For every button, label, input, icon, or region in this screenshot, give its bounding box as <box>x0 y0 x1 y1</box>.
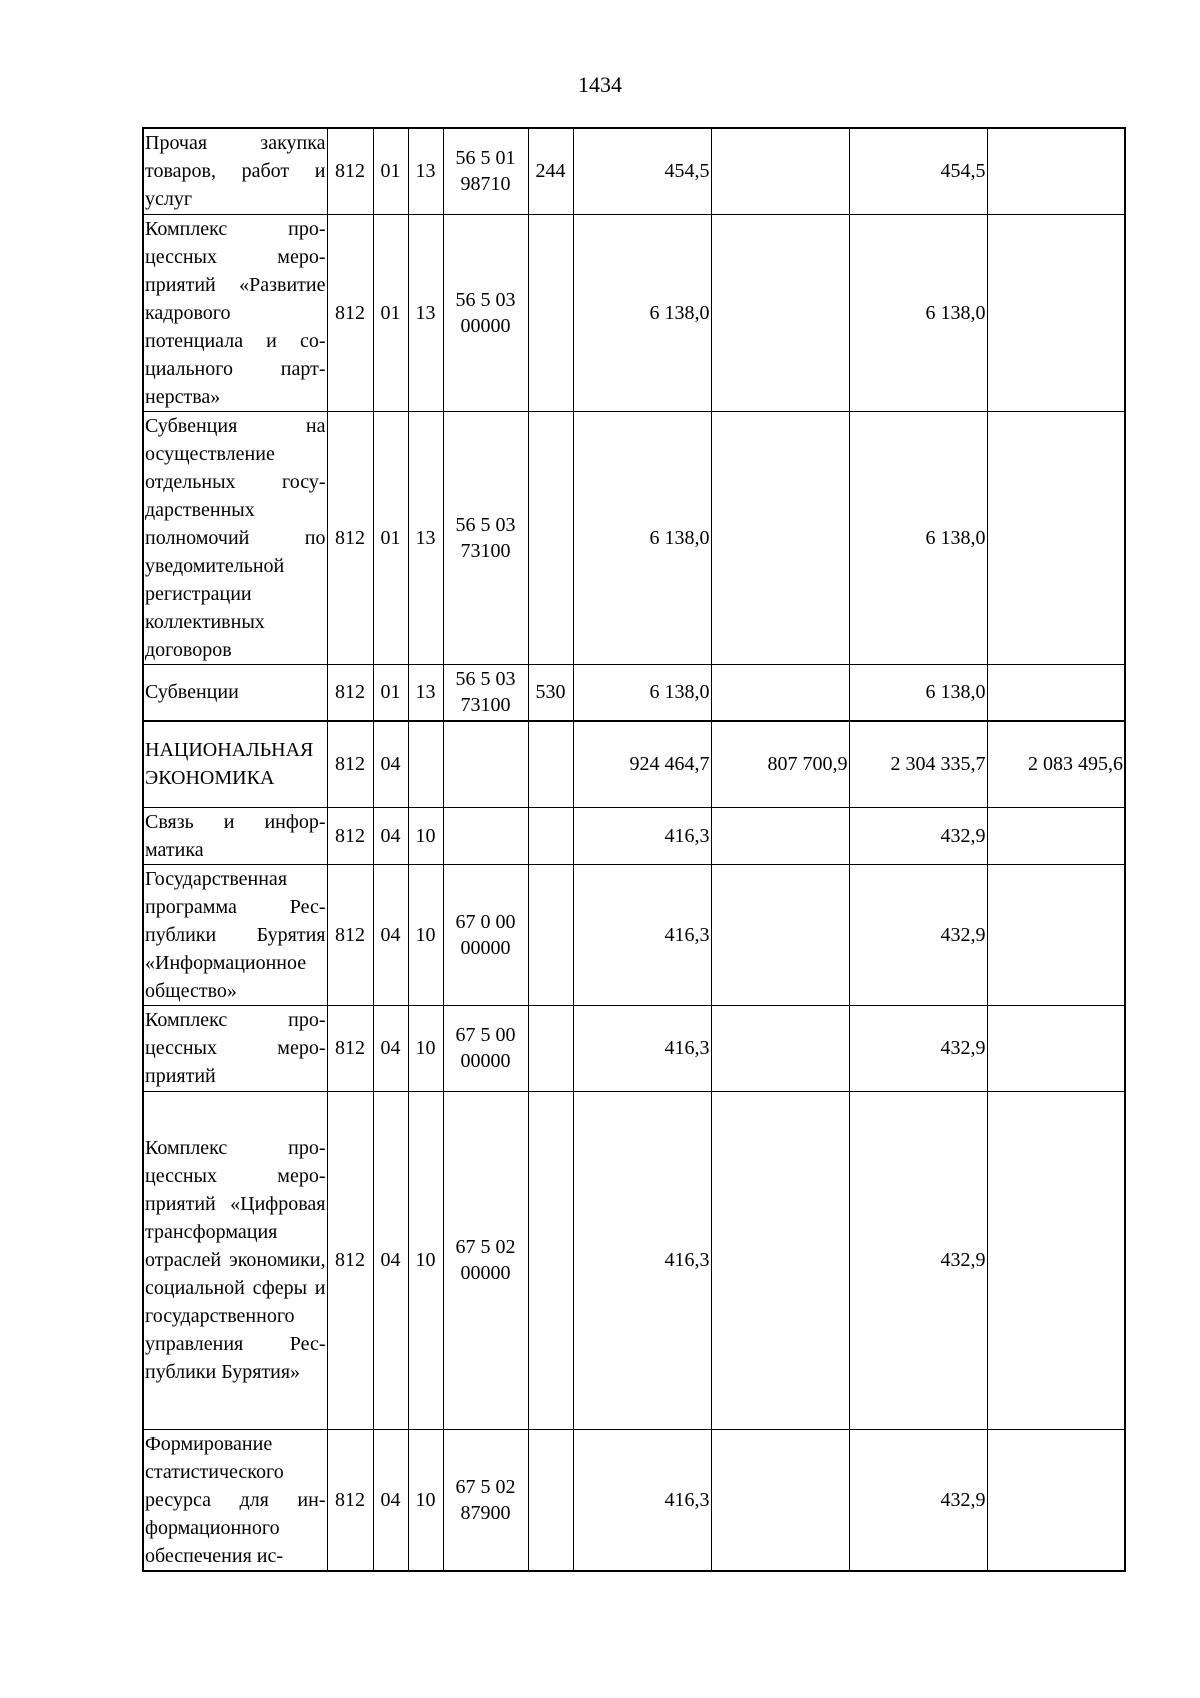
amount-cell-1: 416,3 <box>573 807 711 864</box>
target-article-cell <box>443 1005 528 1091</box>
target-article-cell <box>443 128 528 214</box>
target-article-cell <box>443 664 528 721</box>
section-cell: 01 <box>373 664 408 721</box>
amount-cell-4: 2 083 495,6 <box>987 721 1125 807</box>
amount-cell-1: 6 138,0 <box>573 664 711 721</box>
subsection-cell: 10 <box>408 807 443 864</box>
expense-type-cell <box>528 807 573 864</box>
target-article-part2: 87900 <box>460 1501 511 1524</box>
row-name-cell: Комплекс процессных мероприятий <box>143 1005 327 1091</box>
target-article-part1: 56 5 03 <box>455 288 516 311</box>
row-name-cell: Формирование статистического ресурса для информационного обеспечения ис- <box>143 1429 327 1571</box>
target-article-cell <box>443 864 528 1005</box>
amount-cell-4 <box>987 864 1125 1005</box>
table-row <box>143 128 1125 214</box>
amount-cell-2: 807 700,9 <box>711 721 849 807</box>
subsection-cell <box>408 721 443 807</box>
amount-cell-3: 432,9 <box>849 1005 987 1091</box>
target-article-part2: 00000 <box>460 1262 511 1284</box>
target-article-part1: 56 5 03 <box>455 668 516 691</box>
amount-cell-2 <box>711 411 849 664</box>
amount-cell-2 <box>711 128 849 214</box>
amount-cell-1: 416,3 <box>573 1005 711 1091</box>
section-cell: 04 <box>373 807 408 864</box>
grbs-cell: 812 <box>327 1005 373 1091</box>
amount-cell-1: 454,5 <box>573 128 711 214</box>
target-article-part2: 73100 <box>460 694 511 717</box>
amount-cell-3: 432,9 <box>849 864 987 1005</box>
expense-type-cell <box>528 864 573 1005</box>
target-article-part2: 00000 <box>460 1050 511 1072</box>
subsection-cell: 13 <box>408 128 443 214</box>
amount-cell-3: 6 138,0 <box>849 214 987 411</box>
target-article-cell <box>443 411 528 664</box>
amount-cell-4 <box>987 807 1125 864</box>
target-article-part1: 67 5 02 <box>455 1475 516 1498</box>
grbs-cell: 812 <box>327 664 373 721</box>
amount-cell-1: 6 138,0 <box>573 214 711 411</box>
row-name-cell: НАЦИОНАЛЬНАЯ ЭКОНОМИКА <box>143 721 327 807</box>
table-row <box>143 1005 1125 1091</box>
subsection-cell: 10 <box>408 1429 443 1571</box>
expense-type-cell: 244 <box>528 128 573 214</box>
section-cell: 04 <box>373 864 408 1005</box>
amount-cell-2 <box>711 1005 849 1091</box>
amount-cell-4 <box>987 214 1125 411</box>
expense-type-cell <box>528 1429 573 1571</box>
target-article-cell <box>443 1429 528 1571</box>
expense-type-cell <box>528 1005 573 1091</box>
target-article-part2: 00000 <box>460 314 511 337</box>
target-article-part2: 73100 <box>460 539 511 562</box>
table-row <box>143 864 1125 1005</box>
table-row <box>143 411 1125 664</box>
grbs-cell: 812 <box>327 411 373 664</box>
row-name-cell: Государственная программа Республики Бурятия «Информационное общество» <box>143 864 327 1005</box>
section-cell: 04 <box>373 1429 408 1571</box>
amount-cell-3: 432,9 <box>849 1429 987 1571</box>
grbs-cell: 812 <box>327 1429 373 1571</box>
target-article-part2: 98710 <box>460 173 511 196</box>
amount-cell-1: 6 138,0 <box>573 411 711 664</box>
amount-cell-2 <box>711 1429 849 1571</box>
subsection-cell: 13 <box>408 411 443 664</box>
table-row <box>143 1429 1125 1571</box>
amount-cell-2 <box>711 1091 849 1429</box>
amount-cell-4 <box>987 411 1125 664</box>
amount-cell-2 <box>711 864 849 1005</box>
target-article-part1: 56 5 01 <box>455 147 516 170</box>
section-cell: 01 <box>373 128 408 214</box>
amount-cell-1: 416,3 <box>573 1091 711 1429</box>
subsection-cell: 13 <box>408 664 443 721</box>
grbs-cell: 812 <box>327 214 373 411</box>
amount-cell-3: 432,9 <box>849 807 987 864</box>
amount-cell-4 <box>987 1429 1125 1571</box>
amount-cell-2 <box>711 807 849 864</box>
expense-type-cell <box>528 411 573 664</box>
row-name-cell: Субвенция на осуществление отдельных государственных полномочий по уведомительной регистрации коллективных договоров <box>143 411 327 664</box>
section-cell: 04 <box>373 1005 408 1091</box>
section-cell: 01 <box>373 214 408 411</box>
amount-cell-4 <box>987 1091 1125 1429</box>
amount-cell-3: 2 304 335,7 <box>849 721 987 807</box>
target-article-part1: 67 5 00 <box>455 1024 516 1046</box>
target-article-part1: 67 0 00 <box>455 910 516 933</box>
table-row <box>143 664 1125 721</box>
grbs-cell: 812 <box>327 807 373 864</box>
amount-cell-1: 924 464,7 <box>573 721 711 807</box>
target-article-part1: 56 5 03 <box>455 513 516 536</box>
subsection-cell: 10 <box>408 1005 443 1091</box>
section-cell: 01 <box>373 411 408 664</box>
amount-cell-2 <box>711 214 849 411</box>
table-row <box>143 1091 1125 1429</box>
subsection-cell: 13 <box>408 214 443 411</box>
subsection-cell: 10 <box>408 864 443 1005</box>
expense-type-cell <box>528 214 573 411</box>
target-article-cell <box>443 214 528 411</box>
grbs-cell: 812 <box>327 721 373 807</box>
target-article-part1: 67 5 02 <box>455 1236 516 1258</box>
amount-cell-3: 454,5 <box>849 128 987 214</box>
amount-cell-4 <box>987 128 1125 214</box>
section-cell: 04 <box>373 1091 408 1429</box>
section-cell: 04 <box>373 721 408 807</box>
expense-type-cell: 530 <box>528 664 573 721</box>
row-name-cell: Комплекс процессных мероприятий «Развитие кадрового потенциала и социального партнерства» <box>143 214 327 411</box>
target-article-part2: 00000 <box>460 936 511 959</box>
amount-cell-1: 416,3 <box>573 1429 711 1571</box>
expense-type-cell <box>528 721 573 807</box>
amount-cell-2 <box>711 664 849 721</box>
row-name-cell: Связь и информатика <box>143 807 327 864</box>
page-number: 1434 <box>578 72 622 97</box>
table-row <box>143 807 1125 864</box>
grbs-cell: 812 <box>327 1091 373 1429</box>
grbs-cell: 812 <box>327 864 373 1005</box>
amount-cell-3: 6 138,0 <box>849 664 987 721</box>
table-row <box>143 721 1125 807</box>
expense-type-cell <box>528 1091 573 1429</box>
target-article-cell <box>443 1091 528 1429</box>
row-name-cell: Прочая закупка товаров, работ и услуг <box>143 128 327 214</box>
amount-cell-4 <box>987 1005 1125 1091</box>
target-article-cell <box>443 721 528 807</box>
amount-cell-3: 6 138,0 <box>849 411 987 664</box>
row-name-cell: Комплекс процессных мероприятий «Цифровая трансформация отраслей экономики, социальной сферы и государственного управления Республики Бурятия» <box>143 1091 327 1429</box>
budget-table <box>142 127 1126 1572</box>
amount-cell-3: 432,9 <box>849 1091 987 1429</box>
amount-cell-1: 416,3 <box>573 864 711 1005</box>
target-article-cell <box>443 807 528 864</box>
table-row <box>143 214 1125 411</box>
row-name-cell: Субвенции <box>143 664 327 721</box>
amount-cell-4 <box>987 664 1125 721</box>
subsection-cell: 10 <box>408 1091 443 1429</box>
grbs-cell: 812 <box>327 128 373 214</box>
